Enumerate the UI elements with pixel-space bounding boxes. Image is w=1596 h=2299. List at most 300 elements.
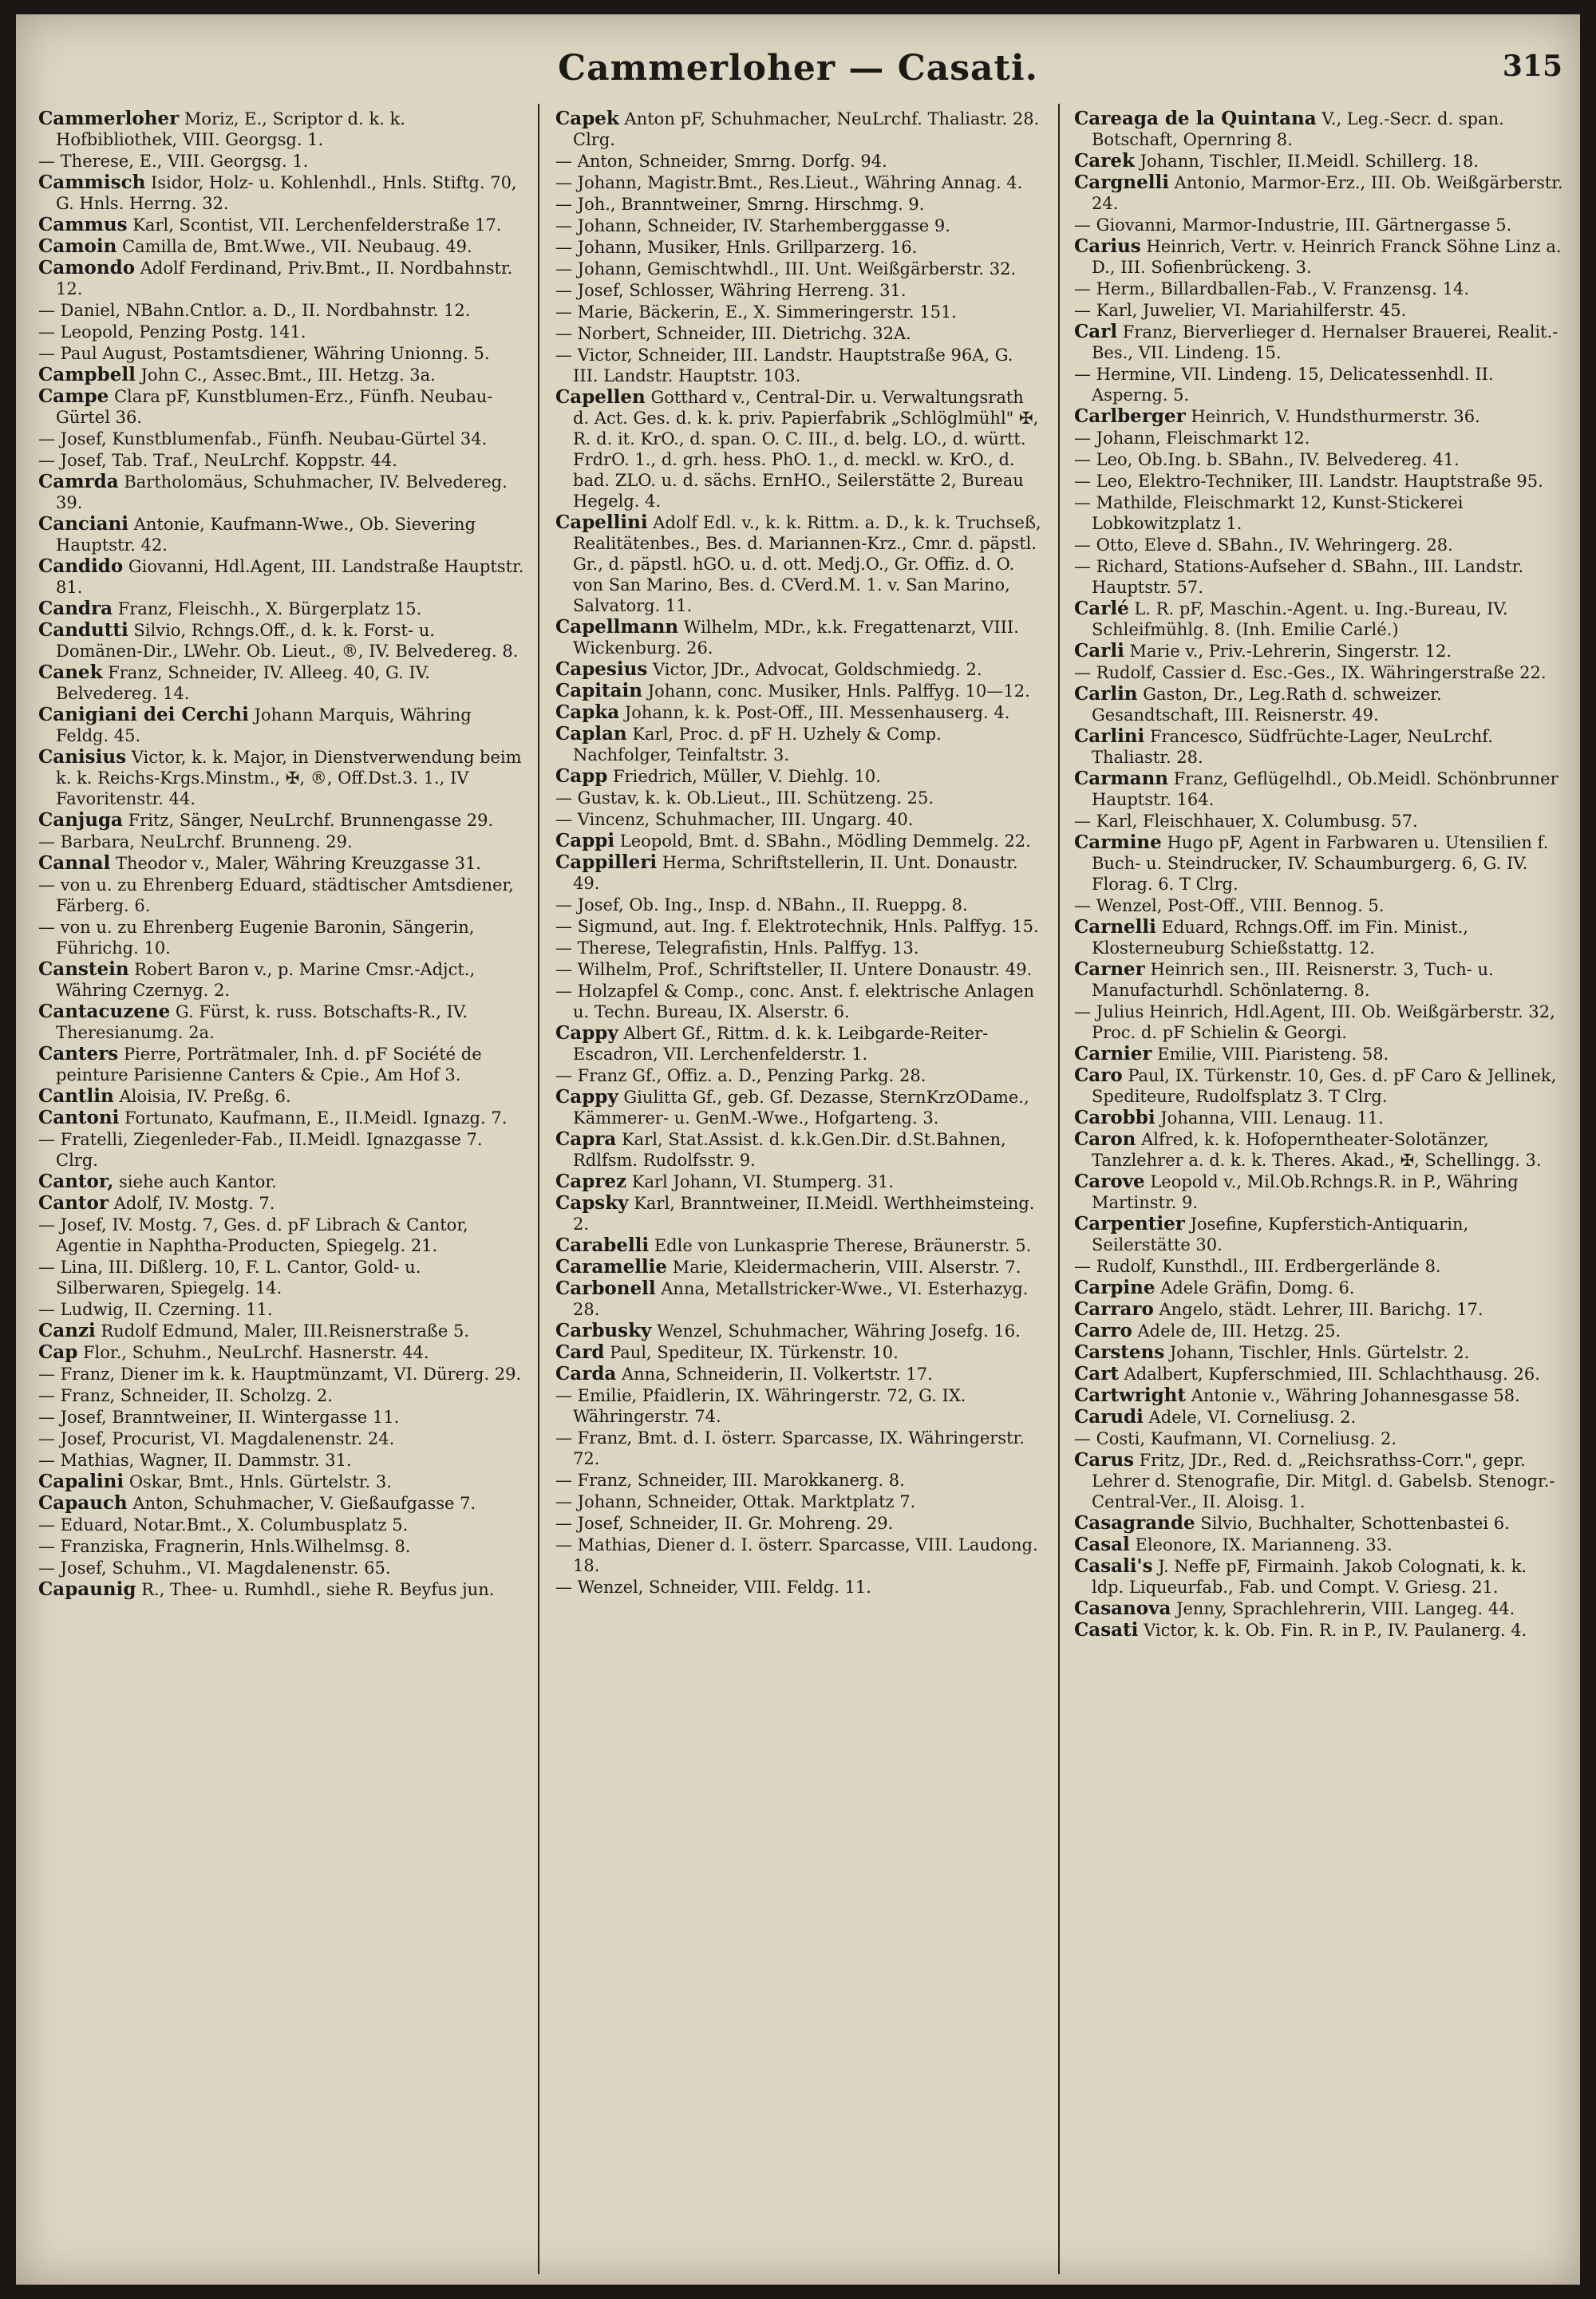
entry-details: — Therese, Telegrafistin, Hnls. Palffyg. 13. [555,938,919,958]
directory-entry [555,981,1042,1022]
entry-details: V., Leg.-Secr. d. span. Botschaft, Opernring 8. [1092,109,1504,149]
entry-surname: Carnier [1074,1043,1152,1065]
directory-entry [1074,449,1564,470]
entry-surname: Carner [1074,958,1145,980]
entry-details: — Sigmund, aut. Ing. f. Elektrotechnik, Hnls. Palffyg. 15. [555,917,1039,936]
entry-surname: Casagrande [1074,1512,1195,1534]
directory-entry [1074,172,1564,214]
directory-entry [38,1342,525,1363]
directory-entry [1074,662,1564,683]
entry-surname: Carmine [1074,832,1162,853]
directory-entry [1074,1044,1564,1065]
entry-details: Johann, conc. Musiker, Hnls. Palffyg. 10—12. [642,681,1030,701]
directory-entry [38,1515,525,1535]
entry-details: — Giovanni, Marmor-Industrie, III. Gärtnergasse 5. [1074,215,1512,235]
entry-surname: Cappy [555,1022,618,1044]
directory-entry [1074,109,1564,150]
entry-details: — Anton, Schneider, Smrng. Dorfg. 94. [555,152,887,171]
directory-entry [38,1215,525,1256]
entry-details: — Wilhelm, Prof., Schriftsteller, II. Untere Donaustr. 49. [555,960,1033,979]
entry-details: — Marie, Bäckerin, E., X. Simmeringerstr. 151. [555,302,957,322]
directory-entry [1074,471,1564,492]
directory-entry [1074,1001,1564,1043]
directory-entry [555,831,1042,851]
directory-entry [38,1407,525,1428]
directory-entry [38,1471,525,1492]
entry-surname: Canek [38,662,103,683]
entry-surname: Casanova [1074,1598,1171,1619]
entry-details: Adalbert, Kupferschmied, III. Schlachthausg. 26. [1118,1365,1540,1384]
entry-surname: Carlé [1074,598,1129,619]
directory-entry [555,1257,1042,1278]
directory-page [16,14,1580,2285]
entry-surname: Cantor [38,1192,109,1214]
directory-entry [1074,1256,1564,1277]
entry-surname: Casal [1074,1534,1130,1555]
entry-details: — Hermine, VII. Lindeng. 15, Delicatessenhdl. II. Asperng. 5. [1074,365,1494,405]
entry-details: Antonie, Kaufmann-Wwe., Ob. Sievering Hauptstr. 42. [56,515,476,555]
entry-details: Johann, k. k. Post-Off., III. Messenhauserg. 4. [619,703,1010,722]
directory-entry [1074,1450,1564,1512]
entry-details: Silvio, Rchngs.Off., d. k. k. Forst- u. Domänen-Dir., LWehr. Ob. Lieut., ®, IV. Belvedereg. 8. [56,621,519,661]
directory-entry [1074,1598,1564,1619]
directory-entry [1074,1535,1564,1555]
directory-entry [38,747,525,809]
entry-details: Alfred, k. k. Hofoperntheater-Solotänzer, Tanzlehrer a. d. k. k. Theres. Akad., ✠, Schellingg. 3. [1092,1130,1542,1170]
entry-details: Moriz, E., Scriptor d. k. k. Hofbibliothek, VIII. Georgsg. 1. [56,109,405,149]
directory-entry [38,853,525,874]
entry-surname: Campe [38,385,109,407]
entry-details: — Eduard, Notar.Bmt., X. Columbusplatz 5. [38,1515,409,1535]
entry-details: — von u. zu Ehrenberg Eugenie Baronin, Sängerin, Führichg. 10. [38,918,475,958]
directory-entry [1074,1171,1564,1213]
entry-details: — Leopold, Penzing Postg. 141. [38,322,306,342]
directory-entry [38,1001,525,1043]
entry-details: Clara pF, Kunstblumen-Erz., Fünfh. Neubau-Gürtel 36. [56,387,493,427]
directory-entry [555,1193,1042,1234]
entry-surname: Cartwright [1074,1385,1187,1406]
directory-entry [1074,535,1564,555]
directory-entry [555,617,1042,658]
entry-surname: Capka [555,701,620,723]
entry-details: Giulitta Gf., geb. Gf. Dezasse, SternKrzODame., Kämmerer- u. GenM.-Wwe., Hofgarteng. 3. [573,1088,1029,1128]
directory-entry [555,323,1042,344]
entry-surname: Cannal [38,852,111,874]
entry-details: — Lina, III. Dißlerg. 10, F. L. Cantor, Gold- u. Silberwaren, Spiegelg. 14. [38,1258,421,1298]
entry-details: — Norbert, Schneider, III. Dietrichg. 32A. [555,324,911,343]
directory-entry [1074,895,1564,916]
directory-entry [38,300,525,321]
directory-entry [38,151,525,172]
directory-entry [555,766,1042,787]
entry-details: Flor., Schuhm., NeuLrchf. Hasnerstr. 44. [77,1343,429,1362]
directory-entry [1074,1556,1564,1598]
directory-entry [38,450,525,471]
entry-details: Victor, JDr., Advocat, Goldschmiedg. 2. [647,660,982,679]
entry-surname: Carudi [1074,1406,1144,1428]
entry-surname: Cargnelli [1074,172,1169,193]
entry-surname: Cappy [555,1086,618,1108]
directory-entry [1074,322,1564,363]
entry-details: — Paul August, Postamtsdiener, Währing Unionng. 5. [38,344,490,363]
entry-surname: Carek [1074,150,1135,172]
entry-details: Karl, Stat.Assist. d. k.k.Gen.Dir. d.St.Bahnen, Rdlfsm. Rudolfsstr. 9. [573,1130,1006,1170]
directory-entry [555,852,1042,894]
entry-surname: Carbonell [555,1278,656,1299]
entry-details: L. R. pF, Maschin.-Agent. u. Ing.-Bureau, IV. Schleifmühlg. 8. (Inh. Emilie Carlé.) [1092,599,1508,639]
entry-surname: Cantor, [38,1171,114,1192]
entry-details: Robert Baron v., p. Marine Cmsr.-Adjct., Währing Czernyg. 2. [56,960,476,1000]
directory-entry [1074,300,1564,321]
directory-entry [555,1278,1042,1320]
entry-details: — Emilie, Pfaidlerin, IX. Währingerstr. 72, G. IX. Währingerstr. 74. [555,1386,966,1426]
entry-surname: Candutti [38,619,128,641]
entry-details: Karl Johann, VI. Stumperg. 31. [626,1172,895,1191]
directory-entry [1074,406,1564,427]
entry-details: Anton pF, Schuhmacher, NeuLrchf. Thaliastr. 28. Clrg. [573,109,1040,149]
entry-details: — Josef, Schlosser, Währing Herreng. 31. [555,281,907,300]
entry-details: — Johann, Fleischmarkt 12. [1074,429,1310,448]
entry-details: — Franz, Bmt. d. I. österr. Sparcasse, IX. Währingerstr. 72. [555,1428,1025,1468]
entry-surname: Capellini [555,512,648,533]
directory-entry [1074,1214,1564,1255]
entry-details: Albert Gf., Rittm. d. k. k. Leibgarde-Reiter-Escadron, VII. Lerchenfelderstr. 1. [573,1024,989,1064]
directory-entry [38,236,525,257]
directory-entry [555,172,1042,193]
directory-entry [1074,1108,1564,1128]
entry-details: Leopold v., Mil.Ob.Rchngs.R. in P., Währing Martinstr. 9. [1092,1172,1519,1212]
entry-details: — Josef, Ob. Ing., Insp. d. NBahn., II. Rueppg. 8. [555,895,968,914]
entry-details: — Fratelli, Ziegenleder-Fab., II.Meidl. Ignazgasse 7. Clrg. [38,1130,483,1170]
entry-surname: Cart [1074,1363,1119,1385]
entry-surname: Capaunig [38,1578,136,1600]
entry-details: — Mathias, Wagner, II. Dammstr. 31. [38,1451,352,1470]
entry-details: Rudolf Edmund, Maler, III.Reisnerstraße 5. [95,1321,469,1341]
directory-entry [38,172,525,214]
entry-details: — Victor, Schneider, III. Landstr. Hauptstraße 96A, G. III. Landstr. Hauptstr. 103. [555,346,1013,385]
entry-surname: Carli [1074,640,1124,662]
directory-entry [555,151,1042,172]
entry-details: Fritz, Sänger, NeuLrchf. Brunnengasse 29. [122,811,494,830]
entry-details: Oskar, Bmt., Hnls. Gürtelstr. 3. [124,1472,392,1491]
entry-surname: Carbusky [555,1320,652,1341]
entry-surname: Cap [38,1341,78,1363]
entry-details: — Josef, Tab. Traf., NeuLrchf. Koppstr. 44. [38,451,397,470]
directory-entry [38,322,525,342]
entry-surname: Carpentier [1074,1213,1185,1234]
entry-details: — Josef, IV. Mostg. 7, Ges. d. pF Librach & Cantor, Agentie in Naphtha-Producten, Spiegelg. 21. [38,1215,468,1255]
directory-entry [38,472,525,513]
directory-entry [555,959,1042,980]
directory-entry [555,681,1042,701]
directory-entry [555,702,1042,723]
directory-entry [1074,768,1564,810]
entry-details: Adolf Edl. v., k. k. Rittm. a. D., k. k. Truchseß, Realitätenbes., Bes. d. Mariannen-Krz., Cmr. d. päpstl. Gr., d. päpstl. hGO. u. d. ott. Medj.O., Gr. Offiz. d. O. von San Marino, Bes. d. CVerd.M. 1. v. San Marino, Salvatorg. 11. [573,513,1041,615]
entry-surname: Cappilleri [555,851,658,873]
entry-details: — Joh., Branntweiner, Smrng. Hirschmg. 9. [555,195,925,214]
entry-surname: Carobbi [1074,1107,1156,1128]
entry-details: — Julius Heinrich, Hdl.Agent, III. Ob. Weißgärberstr. 32, Proc. d. pF Schielin & Georgi. [1074,1002,1555,1042]
directory-entry [38,386,525,428]
entry-details: Adele de, III. Hetzg. 25. [1132,1321,1341,1341]
entry-details: — Franziska, Fragnerin, Hnls.Wilhelmsg. 8. [38,1537,411,1556]
entry-details: Karl, Scontist, VII. Lerchenfelderstraße 17. [127,215,502,235]
directory-entry [555,916,1042,937]
directory-entry [38,1579,525,1600]
columns [38,109,1564,2271]
entry-surname: Capitain [555,680,643,701]
entry-details: R., Thee- u. Rumhdl., siehe R. Beyfus jun. [136,1580,495,1599]
directory-entry [555,1087,1042,1128]
entry-surname: Carius [1074,235,1141,257]
directory-entry [38,1086,525,1107]
directory-entry [555,215,1042,236]
directory-entry [1074,151,1564,172]
entry-details: Francesco, Südfrüchte-Lager, NeuLrchf. Thaliastr. 28. [1092,727,1493,767]
entry-details: — Josef, Procurist, VI. Magdalenenstr. 24. [38,1429,395,1448]
entry-surname: Capalini [38,1471,124,1492]
directory-entry [555,237,1042,258]
directory-entry [1074,726,1564,768]
entry-details: — Gustav, k. k. Ob.Lieut., III. Schützeng. 25. [555,788,934,808]
directory-entry [38,1108,525,1128]
directory-entry [555,1491,1042,1512]
entry-details: Leopold, Bmt. d. SBahn., Mödling Demmelg. 22. [614,832,1031,851]
entry-details: Isidor, Holz- u. Kohlenhdl., Hnls. Stiftg. 70, G. Hnls. Herrng. 32. [56,173,517,213]
page-header [16,32,1580,88]
entry-surname: Carove [1074,1171,1145,1192]
directory-entry [1074,1428,1564,1449]
entry-surname: Cappi [555,830,615,851]
directory-entry [555,280,1042,301]
directory-entry [1074,428,1564,448]
entry-surname: Capellen [555,386,646,408]
entry-details: — Franz, Schneider, II. Scholzg. 2. [38,1386,333,1405]
entry-details: — Leo, Ob.Ing. b. SBahn., IV. Belvedereg. 41. [1074,450,1460,469]
directory-entry [555,809,1042,830]
entry-details: — Johann, Schneider, IV. Starhemberggasse 9. [555,216,950,235]
entry-details: Adele Gräfin, Domg. 6. [1155,1278,1355,1298]
entry-surname: Cantlin [38,1085,114,1107]
entry-details: Hugo pF, Agent in Farbwaren u. Utensilien f. Buch- u. Steindrucker, IV. Schaumburgerg. 6, G. IV. Florag. 6. T Clrg. [1092,833,1549,894]
directory-entry [555,1364,1042,1385]
directory-entry [38,258,525,299]
directory-entry [555,1513,1042,1534]
directory-entry [555,1385,1042,1427]
entry-details: — von u. zu Ehrenberg Eduard, städtischer Amtsdiener, Färberg. 6. [38,875,514,915]
entry-details: Angelo, städt. Lehrer, III. Barichg. 17. [1153,1300,1483,1319]
directory-entry [1074,1364,1564,1385]
directory-entry [38,1450,525,1471]
entry-details: — Ludwig, II. Czerning. 11. [38,1300,273,1319]
entry-details: Heinrich, V. Hundsthurmerstr. 36. [1185,407,1480,426]
entry-surname: Camrda [38,471,119,492]
entry-details: Gotthard v., Central-Dir. u. Verwaltungsrath d. Act. Ges. d. k. k. priv. Papierfabrik „Schlöglmühl" ✠, R. d. it. KrO., d. span. O. C. III., d. belg. LO., d. württ. FrdrO. 1., d. grh. hess. PhO. 1., d. meckl. w. KrO., d. bad. ZLO. u. d. sächs. ErnHO., Seilerstätte 2, Bureau Hegelg. 4. [573,388,1039,511]
entry-details: Emilie, VIII. Piaristeng. 58. [1152,1045,1389,1064]
entry-details: — Daniel, NBahn.Cntlor. a. D., II. Nordbahnstr. 12. [38,301,471,320]
directory-entry [38,1171,525,1192]
entry-details: Jenny, Sprachlehrerin, VIII. Langeg. 44. [1171,1599,1515,1618]
directory-entry [1074,1385,1564,1406]
directory-entry [38,429,525,449]
running-head: Cammerloher — Casati. [558,48,1038,89]
directory-entry [38,109,525,150]
entry-details: Karl, Branntweiner, II.Meidl. Werthheimsteing. 2. [573,1194,1035,1234]
directory-entry [38,1558,525,1578]
entry-details: Wilhelm, MDr., k.k. Fregattenarzt, VIII. Wickenburg. 26. [573,618,1019,658]
entry-surname: Carda [555,1363,617,1385]
entry-surname: Carlin [1074,683,1138,705]
entry-surname: Camoin [38,235,117,257]
directory-entry [1074,492,1564,534]
entry-details: — Costi, Kaufmann, VI. Corneliusg. 2. [1074,1429,1397,1448]
directory-entry [1074,1129,1564,1171]
directory-entry [38,1193,525,1214]
entry-details: Franz, Geflügelhdl., Ob.Meidl. Schönbrunner Hauptstr. 164. [1092,769,1558,809]
entry-details: — Franz, Schneider, III. Marokkanerg. 8. [555,1471,905,1490]
entry-details: — Karl, Juwelier, VI. Mariahilferstr. 45. [1074,301,1407,320]
directory-entry [1074,1620,1564,1641]
entry-details: Johann Marquis, Währing Feldg. 45. [56,705,472,745]
entry-details: — Rudolf, Kunsthdl., III. Erdbergerlände 8. [1074,1257,1441,1276]
entry-details: — Josef, Schneider, II. Gr. Mohreng. 29. [555,1514,894,1533]
entry-details: siehe auch Kantor. [113,1172,277,1191]
entry-surname: Capauch [38,1492,128,1514]
entry-details: Johann, Tischler, II.Meidl. Schillerg. 18. [1134,152,1479,171]
directory-entry [1074,811,1564,832]
entry-details: — Wenzel, Schneider, VIII. Feldg. 11. [555,1578,871,1597]
entry-details: — Johann, Musiker, Hnls. Grillparzerg. 16. [555,238,918,257]
entry-surname: Carstens [1074,1341,1165,1363]
directory-entry [38,1364,525,1385]
entry-details: Giovanni, Hdl.Agent, III. Landstraße Hauptstr. 81. [56,557,524,597]
column-3 [1074,109,1564,2271]
directory-entry [38,832,525,852]
directory-entry [38,959,525,1001]
entry-surname: Cammerloher [38,109,180,129]
directory-entry [555,259,1042,279]
directory-entry [555,1470,1042,1491]
entry-details: Friedrich, Müller, V. Diehlg. 10. [607,767,881,786]
directory-entry [38,1299,525,1320]
entry-details: Adele, VI. Corneliusg. 2. [1143,1408,1357,1427]
entry-surname: Carmann [1074,768,1169,789]
directory-entry [38,365,525,385]
entry-details: Josefine, Kupferstich-Antiquarin, Seilerstätte 30. [1092,1215,1469,1254]
directory-entry [38,662,525,704]
entry-surname: Caplan [555,723,627,745]
entry-details: Franz, Fleischh., X. Bürgerplatz 15. [113,599,422,618]
directory-entry [555,659,1042,680]
entry-details: Eduard, Rchngs.Off. im Fin. Minist., Klosterneuburg Schießstattg. 12. [1092,918,1468,958]
directory-entry [1074,1407,1564,1428]
directory-entry [555,194,1042,215]
entry-surname: Capsky [555,1192,629,1214]
directory-entry [555,788,1042,808]
entry-details: J. Neffe pF, Firmainh. Jakob Colognati, k. k. ldp. Liqueurfab., Fab. und Compt. V. Griesg. 21. [1092,1557,1527,1597]
entry-surname: Carraro [1074,1298,1154,1320]
entry-details: — Mathias, Diener d. I. österr. Sparcasse, VIII. Laudong. 18. [555,1535,1038,1575]
directory-entry [38,1129,525,1171]
entry-surname: Caron [1074,1128,1136,1150]
entry-surname: Careaga de la Quintana [1074,109,1317,129]
directory-entry [38,1257,525,1298]
entry-details: Edle von Lunkasprie Therese, Bräunerstr. 5. [649,1236,1032,1255]
entry-surname: Capra [555,1128,617,1150]
directory-entry [555,1235,1042,1256]
entry-details: — Otto, Eleve d. SBahn., IV. Wehringerg. 28. [1074,535,1453,555]
directory-entry [38,1428,525,1449]
entry-details: Franz, Bierverlieger d. Hernalser Brauerei, Realit.-Bes., VII. Lindeng. 15. [1092,322,1558,362]
directory-entry [38,1044,525,1085]
directory-entry [1074,236,1564,278]
directory-entry [555,895,1042,915]
entry-surname: Canisius [38,746,127,768]
entry-details: — Barbara, NeuLrchf. Brunneng. 29. [38,832,353,851]
directory-entry [555,1321,1042,1341]
entry-details: Johann, Tischler, Hnls. Gürtelstr. 2. [1164,1343,1470,1362]
directory-entry [38,875,525,916]
entry-details: — Karl, Fleischhauer, X. Columbusg. 57. [1074,812,1418,831]
directory-entry [1074,917,1564,958]
directory-entry [38,917,525,958]
directory-entry [1074,556,1564,598]
entry-surname: Canzi [38,1320,96,1341]
entry-details: Heinrich sen., III. Reisnerstr. 3, Tuch- u. Manufacturhdl. Schönlaterng. 8. [1092,960,1494,1000]
entry-details: Johanna, VIII. Lenaug. 11. [1155,1108,1384,1128]
directory-entry [555,1577,1042,1598]
entry-details: — Herm., Billardballen-Fab., V. Franzensg. 14. [1074,279,1470,298]
entry-details: Antonie v., Währing Johannesgasse 58. [1186,1386,1520,1405]
entry-details: Paul, IX. Türkenstr. 10, Ges. d. pF Caro & Jellinek, Spediteure, Rudolfsplatz 3. T Clrg. [1092,1066,1557,1106]
directory-entry [555,1129,1042,1171]
entry-details: Antonio, Marmor-Erz., III. Ob. Weißgärberstr. 24. [1092,173,1563,213]
directory-entry [1074,959,1564,1001]
entry-surname: Candra [38,598,113,619]
directory-entry [1074,598,1564,640]
entry-surname: Candido [38,555,124,577]
directory-entry [1074,641,1564,662]
directory-entry [1074,278,1564,299]
directory-entry [1074,1342,1564,1363]
column-2 [555,109,1042,2271]
directory-entry [38,598,525,619]
entry-details: Wenzel, Schuhmacher, Währing Josefg. 16. [651,1321,1021,1341]
entry-surname: Canjuga [38,809,123,831]
entry-details: — Franz, Diener im k. k. Hauptmünzamt, VI. Dürerg. 29. [38,1365,522,1384]
entry-details: — Josef, Schuhm., VI. Magdalenenstr. 65. [38,1558,391,1578]
directory-entry [555,1023,1042,1065]
entry-surname: Canters [38,1043,119,1065]
entry-details: — Josef, Branntweiner, II. Wintergasse 11. [38,1408,400,1427]
entry-details: — Franz Gf., Offiz. a. D., Penzing Parkg. 28. [555,1066,926,1085]
entry-details: Marie v., Priv.-Lehrerin, Singerstr. 12. [1124,642,1452,661]
directory-entry [38,1536,525,1557]
entry-surname: Canstein [38,958,129,980]
entry-surname: Carabelli [555,1234,650,1256]
entry-details: — Mathilde, Fleischmarkt 12, Kunst-Stickerei Lobkowitzplatz 1. [1074,493,1464,533]
entry-surname: Canigiani dei Cerchi [38,704,249,725]
entry-surname: Carpine [1074,1277,1156,1298]
directory-entry [555,938,1042,958]
directory-entry [555,1342,1042,1363]
entry-details: — Richard, Stations-Aufseher d. SBahn., III. Landstr. Hauptstr. 57. [1074,557,1524,597]
entry-details: — Johann, Gemischtwhdl., III. Unt. Weißgärberstr. 32. [555,259,1017,278]
entry-surname: Capek [555,109,619,129]
entry-details: Adolf, IV. Mostg. 7. [109,1194,275,1213]
directory-entry [38,556,525,598]
entry-surname: Cammisch [38,172,146,193]
